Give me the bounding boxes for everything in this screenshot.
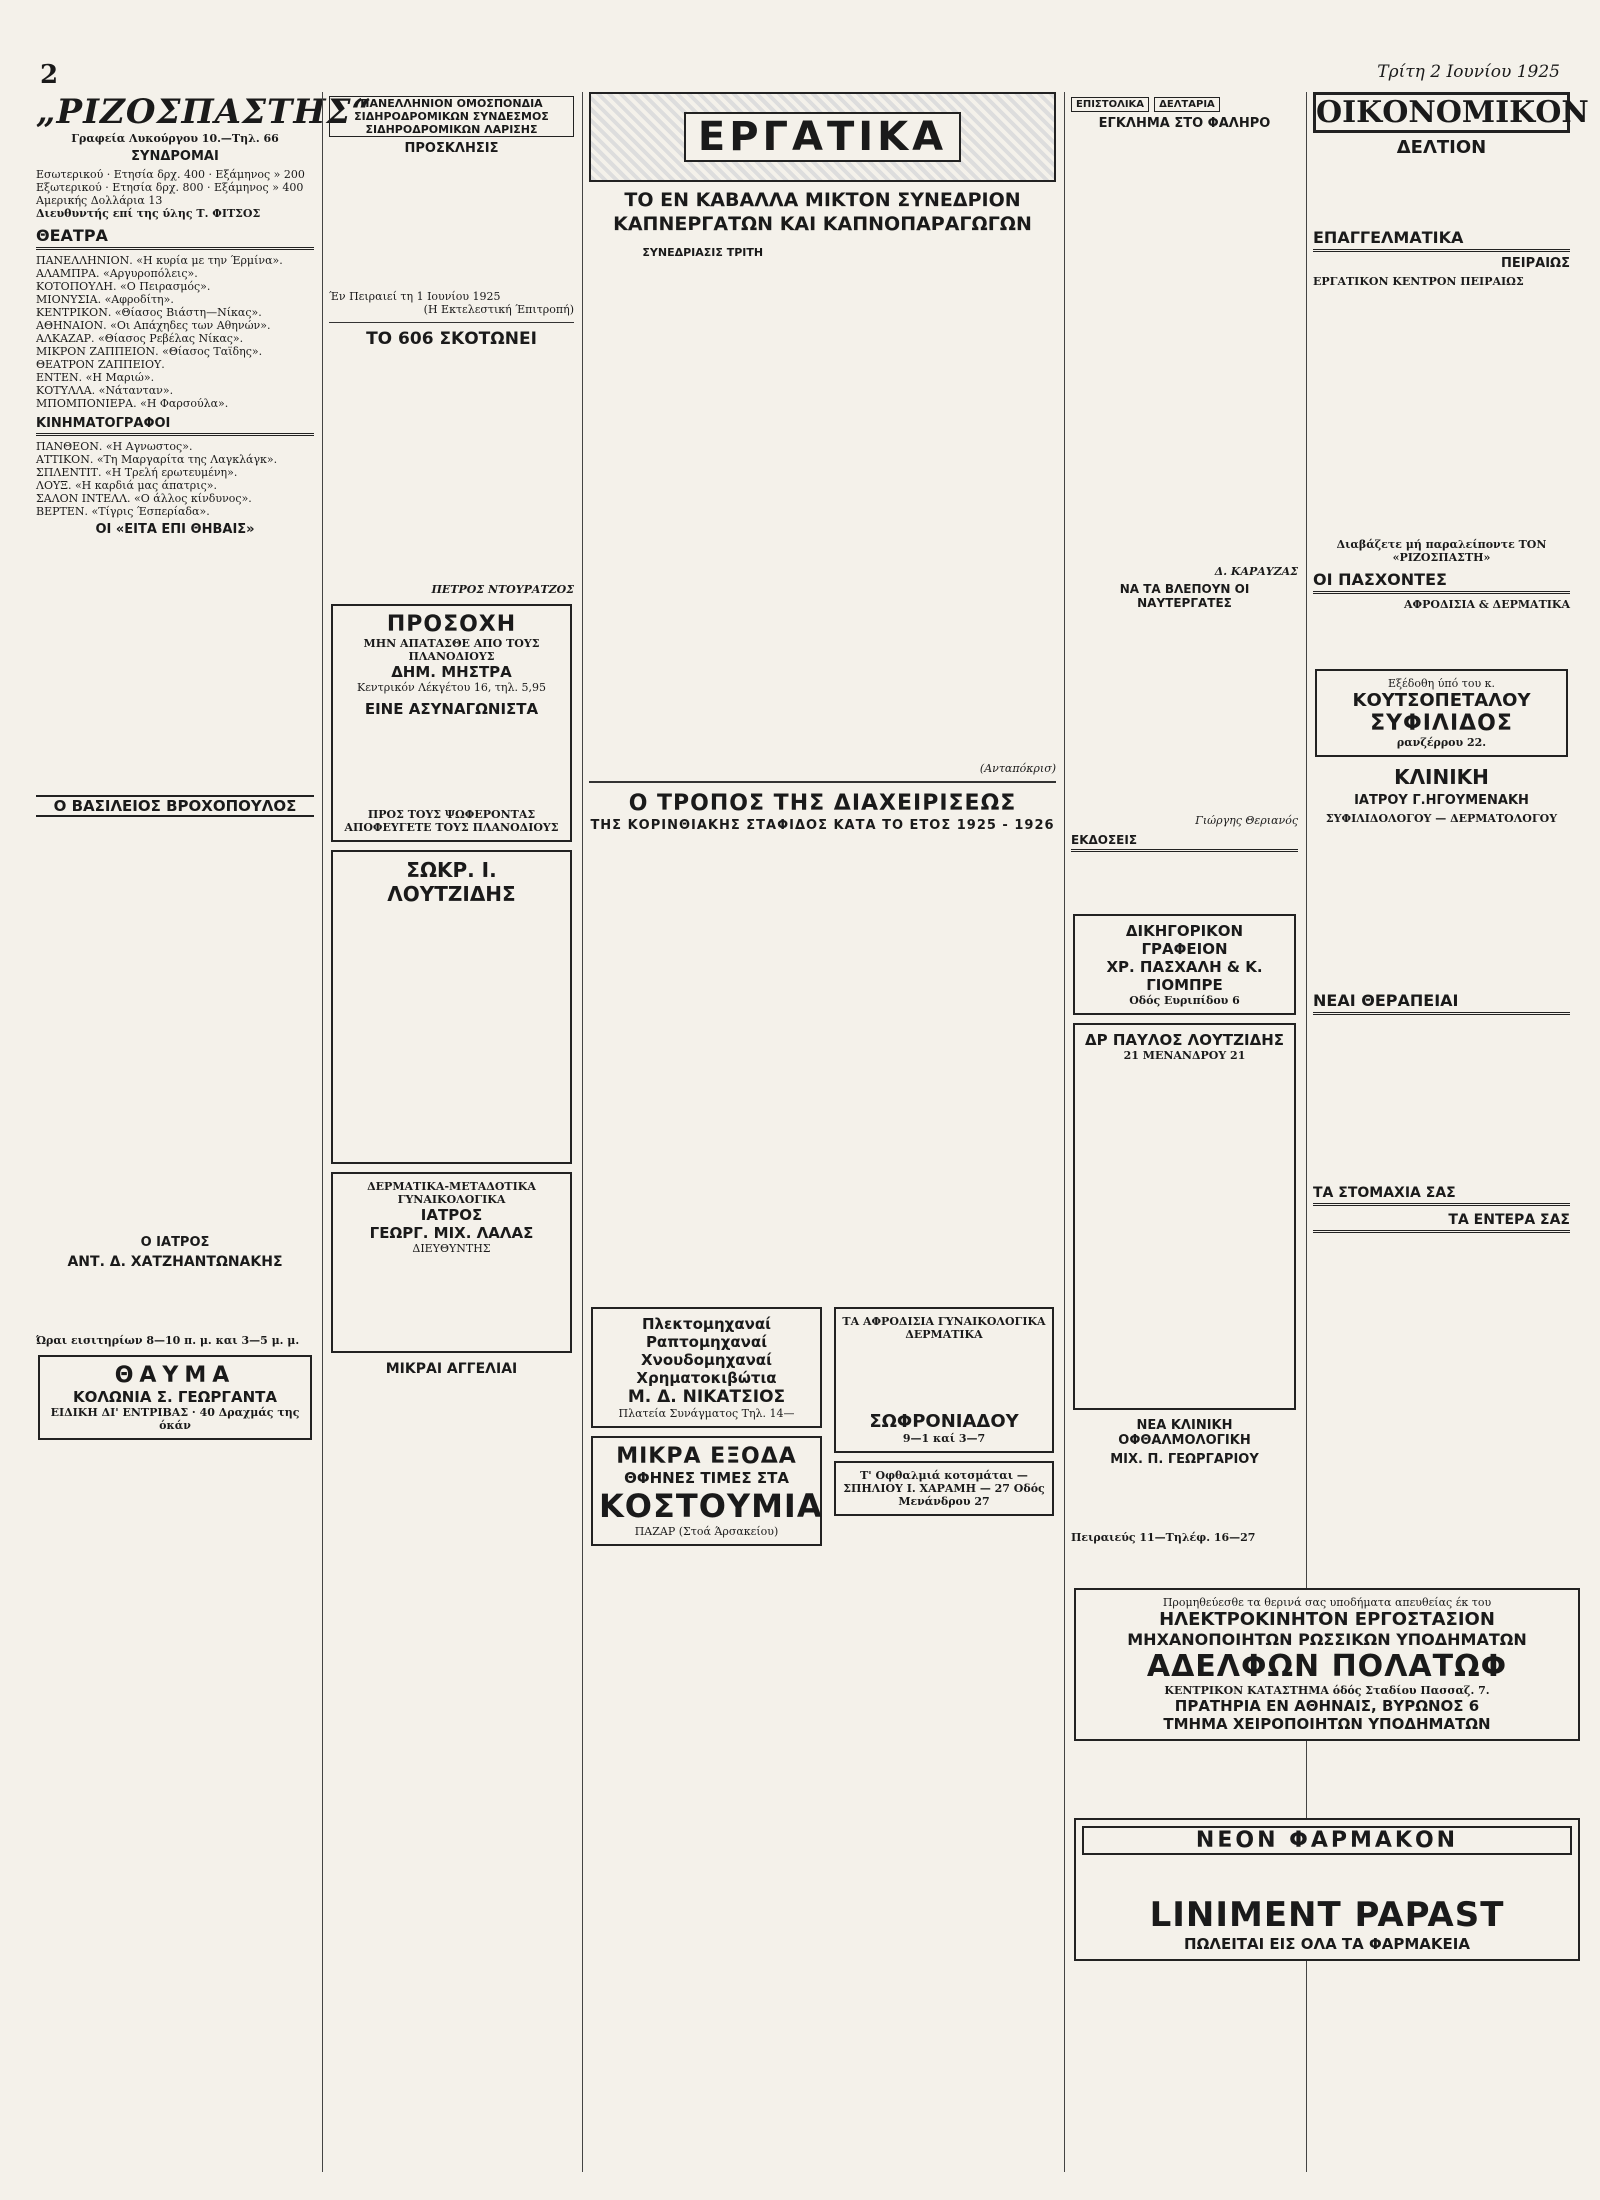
theatre-item: ΘΕΑΤΡΟΝ ΖΑΠΠΕΙΟΥ. (36, 358, 165, 371)
story-body-placeholder (36, 541, 314, 791)
article-heading: ΤΟ 606 ΣΚΟΤΩΝΕΙ (366, 329, 537, 349)
ad-dr-loutzidis (1073, 1023, 1296, 1410)
ad-koutsopetalou-name: ΚΟΥΤΣΟΠΕΤΑΛΟΥ (1352, 690, 1531, 711)
ad-lalas-name: ΓΕΩΡΓ. ΜΙΧ. ΛΑΛΑΣ (369, 1224, 534, 1242)
theatre-item: ΚΟΤΥΛΛΑ. «Νάτανταν». (36, 384, 174, 397)
piraeus-heading: ΠΕΙΡΑΙΩΣ (1501, 256, 1570, 271)
cinema-item: ΠΑΝΘΕΟΝ. «Η Αγνωστος». (36, 440, 193, 453)
new-therapies-body-placeholder (1313, 1019, 1570, 1179)
union-body-placeholder (329, 160, 574, 290)
ad-thavma-sub: ΚΟΛΩΝΙΑ Σ. ΓΕΩΡΓΑΝΤΑ (73, 1388, 277, 1406)
theatre-item: ΚΟΤΟΠΟΥΛΗ. «Ο Πειρασμός». (36, 280, 211, 293)
ad-nikatsios-line: Πλεκτομηχαναί (642, 1315, 771, 1333)
page-number: 2 (40, 60, 59, 90)
dr-loutzidis-address: 21 ΜΕΝΑΝΔΡΟΥ 21 (1123, 1049, 1246, 1062)
ad-polatof (1074, 1588, 1580, 1741)
ad-loutzidis (331, 850, 572, 1164)
classifieds-heading: ΜΙΚΡΑΙ ΑΓΓΕΛΙΑΙ (385, 1361, 518, 1377)
ad-kostoumia-heading: ΜΙΚΡΑ ΕΞΟΔΑ (616, 1444, 797, 1469)
ad-charami (834, 1461, 1054, 1516)
dr-loutzidis-body-placeholder (1081, 1062, 1288, 1402)
ad-polatof-line2: ΗΛΕΚΤΡΟΚΙΝΗΤΟΝ ΕΡΓΟΣΤΑΣΙΟΝ (1159, 1609, 1495, 1630)
ad-liniment-name: LINIMENT PAPAST (1149, 1895, 1505, 1935)
ad-loutzidis-body-placeholder (339, 906, 564, 1156)
ad-liniment-footer: ΠΩΛΕΙΤΑΙ ΕΙΣ ΟΛΑ ΤΑ ΦΑΡΜΑΚΕΙΑ (1184, 1935, 1470, 1953)
ad-nikatsios-line: Χνουδομηχαναί (641, 1351, 772, 1369)
ad-nikatsios-address: Πλατεία Συνάγματος Τηλ. 14— (618, 1407, 795, 1420)
feature-body-placeholder (36, 821, 314, 1231)
ad-prosoxi-sub: ΜΗΝ ΑΠΑΤΑΣΘΕ ΑΠΟ ΤΟΥΣ ΠΛΑΝΟΔΙΟΥΣ (363, 637, 540, 663)
bowel-heading: ΤΑ ΕΝΤΕΡΑ ΣΑΣ (1313, 1212, 1570, 1233)
ad-prosoxi-heading: ΠΡΟΣΟΧΗ (386, 612, 517, 637)
cinema-item: ΛΟΥΞ. «Η καρδιά μας άπατρις». (36, 479, 217, 492)
ad-prosoxi-footer: ΠΡΟΣ ΤΟΥΣ ΨΩΦΕΡΟΝΤΑΣ ΑΠΟΦΕΥΓΕΤΕ ΤΟΥΣ ΠΛΑΝΟΔΙΟΥΣ (344, 808, 559, 834)
main-article-placeholder (589, 242, 1056, 762)
theatre-item: ΑΛΚΑΖΑΡ. «Θίασος Ρεβέλας Νίκας». (36, 332, 244, 345)
theatre-item: ΜΙΚΡΟΝ ΖΑΠΠΕΙΟΝ. «Θίασος Ταϊδης». (36, 345, 263, 358)
ad-thavma (38, 1355, 312, 1440)
ad-polatof-line1: Προμηθεύεσθε τα θερινά σας υποδήματα απευθείας έκ του (1162, 1596, 1492, 1609)
letter2-body-placeholder (1071, 614, 1298, 814)
subscription-line: Εσωτερικού · Ετησία δρχ. 400 · Εξάμηνος » 200 (36, 168, 305, 181)
ad-loutzidis-name: ΣΩΚΡ. Ι. ΛΟΥΤΖΙΔΗΣ (387, 858, 516, 906)
main-headline: ΤΟ ΕΝ ΚΑΒΑΛΛΑ ΜΙΚΤΟΝ ΣΥΝΕΔΡΙΟΝ ΚΑΠΝΕΡΓΑΤΩΝ ΚΑΙ ΚΑΠΝΟΠΑΡΑΓΩΓΩΝ (613, 189, 1032, 235)
ad-prosoxi-address: Κεντρικόν Λέκγέτου 16, τηλ. 5,95 (357, 681, 546, 694)
cinema-item: ΣΠΛΕΝΤΙΤ. «Η Τρελή ερωτευμένη». (36, 466, 238, 479)
cinema-item: ΑΤΤΙΚΟΝ. «Τη Μαργαρίτα της Λαγκλάγκ». (36, 453, 278, 466)
subscription-line: Αμερικής Δολλάρια 13 (36, 194, 163, 207)
second-subheadline: ΤΗΣ ΚΟΡΙΝΘΙΑΚΗΣ ΣΤΑΦΙΔΟΣ ΚΑΤΑ ΤΟ ΕΤΟΣ 1925 - 1926 (590, 818, 1055, 833)
sick-body-placeholder (1313, 611, 1570, 661)
ad-law-office (1073, 914, 1296, 1015)
ad-kostoumia-big: ΚΟΣΤΟΥΜΙΑ (599, 1487, 823, 1525)
ad-charami-line: Τ' Οφθαλμιά κοτσμάται — ΣΠΗΛΙΟΥ Ι. ΧΑΡΑΜΗ — 27 Οδός Μενάνδρου 27 (843, 1469, 1045, 1508)
letter2-signature: Γιώργης Θεριανός (1195, 814, 1298, 827)
theatres-heading: ΘΕΑΤΡΑ (36, 226, 314, 250)
theatre-item: ΜΙΟΝΥΣΙΑ. «Αφροδίτη». (36, 293, 174, 306)
doctor-heading: Ο ΙΑΤΡΟΣ (140, 1235, 210, 1250)
main-article-signature: (Ανταπόκρισ) (979, 762, 1056, 775)
ad-sofroniadou (834, 1307, 1054, 1453)
ad-sofroniadou-heading: ΤΑ ΑΦΡΟΔΙΣΙΑ ΓΥΝΑΙΚΟΛΟΓΙΚΑ ΔΕΡΜΑΤΙΚΑ (842, 1315, 1046, 1341)
eye-clinic-heading: ΝΕΑ ΚΛΙΝΙΚΗ ΟΦΘΑΛΜΟΛΟΓΙΚΗ (1118, 1418, 1251, 1448)
ad-prosoxi-body-placeholder (339, 718, 564, 808)
ad-polatof-line3: ΜΗΧΑΝΟΠΟΙΗΤΩΝ ΡΩΣΣΙΚΩΝ ΥΠΟΔΗΜΑΤΩΝ (1127, 1630, 1527, 1649)
sick-subheading: ΑΦΡΟΔΙΣΙΑ & ΔΕΡΜΑΤΙΚΑ (1403, 598, 1570, 611)
feature-heading: Ο ΒΑΣΙΛΕΙΟΣ ΒΡΟΧΟΠΟΥΛΟΣ (36, 795, 314, 817)
ad-kostoumia (591, 1436, 822, 1546)
theatre-item: ΑΛΑΜΠΡΑ. «Αργυροπόλεις». (36, 267, 198, 280)
dateline: Τρίτη 2 Ιουνίου 1925 (1377, 62, 1560, 82)
ad-sofroniadou-name: ΣΩΦΡΟΝΙΑΔΟΥ (869, 1411, 1019, 1432)
eye-clinic-body-placeholder (1071, 1471, 1298, 1531)
ad-liniment-body-placeholder (1082, 1855, 1572, 1895)
union-heading: ΠΑΝΕΛΛΗΝΙΟΝ ΟΜΟΣΠΟΝΔΙΑ ΣΙΔΗΡΟΔΡΟΜΙΚΩΝ ΣΥΝΔΕΣΜΟΣ ΣΙΔΗΡΟΔΡΟΜΙΚΩΝ ΛΑΡΙΣΗΣ (329, 96, 574, 137)
union-date: Έν Πειραιεί τη 1 Ιουνίου 1925 (329, 290, 501, 303)
theatre-item: ΠΑΝΕΛΛΗΝΙΟΝ. «Η κυρία με την Έρμίνα». (36, 254, 283, 267)
theatre-item: ΕΝΤΕΝ. «Η Μαριώ». (36, 371, 155, 384)
professional-body-placeholder (1313, 288, 1570, 538)
stomach-heading: ΤΑ ΣΤΟΜΑΧΙΑ ΣΑΣ (1313, 1185, 1570, 1206)
ad-polatof-line7: ΤΜΗΜΑ ΧΕΙΡΟΠΟΙΗΤΩΝ ΥΠΟΔΗΜΑΤΩΝ (1163, 1715, 1491, 1733)
ad-liniment (1074, 1818, 1580, 1961)
economic-heading: ΟΙΚΟΝΟΜΙΚΟΝ (1313, 92, 1570, 133)
ad-polatof-line4: ΑΔΕΛΦΩΝ ΠΟΛΑΤΩΦ (1146, 1649, 1508, 1684)
section-banner (589, 92, 1056, 182)
session-heading: ΣΥΝΕΔΡΙΑΣΙΣ ΤΡΙΤΗ (642, 246, 764, 259)
story-heading: ΟΙ «ΕΙΤΑ ΕΠΙ ΘΗΒΑΙΣ» (95, 522, 255, 537)
eye-clinic-name: ΜΙΧ. Π. ΓΕΩΡΓΑΡΙΟΥ (1110, 1452, 1259, 1467)
economic-body-placeholder (1313, 162, 1570, 222)
cinema-item: ΒΕΡΤΕΝ. «Τίγρις Έσπερίαδα». (36, 505, 210, 518)
classifieds-body-placeholder (329, 1381, 574, 1461)
ad-lalas-heading: ΔΕΡΜΑΤΙΚΑ-ΜΕΤΑΔΟΤΙΚΑ ΓΥΝΑΙΚΟΛΟΓΙΚΑ (367, 1180, 536, 1206)
subscription-line: Εξωτερικού · Ετησία δρχ. 800 · Εξάμηνος » 400 (36, 181, 304, 194)
ad-polatof-line6: ΠΡΑΤΗΡΙΑ ΕΝ ΑΘΗΝΑΙΣ, ΒΥΡΩΝΟΣ 6 (1174, 1697, 1480, 1715)
eye-clinic-hours: Πειραιεύς 11—Τηλέφ. 16—27 (1071, 1531, 1256, 1544)
ad-lalas-body-placeholder (339, 1255, 564, 1345)
tag-epistolika: ΕΠΙΣΤΟΛΙΚΑ (1071, 97, 1149, 112)
column-1 (30, 92, 373, 2172)
ad-koutsopetalou-big: ΣΥΦΙΛΙΔΟΣ (1370, 711, 1513, 736)
theatre-item: ΚΕΝΤΡΙΚΟΝ. «Θίασος Βιάστη—Νίκας». (36, 306, 262, 319)
law-office-address: Οδός Ευριπίδου 6 (1129, 994, 1240, 1007)
sick-heading: ΟΙ ΠΑΣΧΟΝΤΕΣ (1313, 570, 1570, 594)
ad-koutsopetalou (1315, 669, 1568, 757)
doctor-hours: Ώραι εισιτηρίων 8—10 π. μ. και 3—5 μ. μ. (36, 1334, 300, 1347)
director: Διευθυντής επί της ύλης Τ. ΦΙΤΣΟΣ (36, 207, 261, 220)
masthead: „ΡΙΖΟΣΠΑΣΤΗΣ“ (36, 92, 373, 132)
letter-signature: Δ. ΚΑΡΑΥΖΑΣ (1214, 565, 1298, 578)
law-office-names: ΧΡ. ΠΑΣΧΑΛΗ & Κ. ΓΙΟΜΠΡΕ (1106, 958, 1263, 994)
cinema-item: ΣΑΛΟΝ ΙΝΤΕΛΛ. «Ο άλλος κίνδυνος». (36, 492, 252, 505)
ad-kostoumia-address: ΠΑΖΑΡ (Στοά Άρσακείου) (634, 1525, 779, 1538)
read-notice: Διαβάζετε μή παραλείποντε ΤΟΝ «ΡΙΖΟΣΠΑΣΤΗ» (1336, 538, 1547, 564)
second-headline: Ο ΤΡΟΠΟΣ ΤΗΣ ΔΙΑΧΕΙΡΙΣΕΩΣ (628, 791, 1017, 816)
ad-thavma-line: ΕΙΔΙΚΗ ΔΙ' ΕΝΤΡΙΒΑΣ · 40 Δραχμάς της όκάν (50, 1406, 300, 1432)
new-therapies-heading: ΝΕΑΙ ΘΕΡΑΠΕΙΑΙ (1313, 991, 1570, 1015)
theatre-item: ΜΠΟΜΠΟΝΙΕΡΑ. «Η Φαρσούλα». (36, 397, 229, 410)
law-office-heading: ΔΙΚΗΓΟΡΙΚΟΝ ΓΡΑΦΕΙΟΝ (1125, 922, 1244, 958)
col3-ads-left (589, 1299, 824, 1554)
second-article-placeholder (589, 839, 1056, 1299)
letter-body-placeholder (1071, 135, 1298, 565)
ad-lalas-title: ΔΙΕΥΘΥΝΤΗΣ (412, 1242, 491, 1255)
union-signature: (Η Εκτελεστική Έπιτροπή) (423, 303, 574, 316)
doctor-body-placeholder (36, 1274, 314, 1334)
ad-nikatsios-line: Ραπτομηχαναί (645, 1333, 768, 1351)
bowel-body-placeholder (1313, 1237, 1570, 1357)
article-signature: ΠΕΤΡΟΣ ΝΤΟΥΡΑΤΖΟΣ (431, 583, 574, 596)
subscriptions-heading: ΣΥΝΔΡΟΜΑΙ (131, 149, 219, 164)
column-2 (322, 92, 580, 2172)
letter2-heading: ΝΑ ΤΑ ΒΛΕΠΟΥΝ ΟΙ ΝΑΥΤΕΡΓΑΤΕΣ (1119, 582, 1250, 610)
economic-subheading: ΔΕΛΤΙΟΝ (1396, 137, 1487, 158)
offices: Γραφεία Λυκούργου 10.—Τηλ. 66 (71, 132, 279, 145)
ad-lalas (331, 1172, 572, 1353)
cinemas-heading: ΚΙΝΗΜΑΤΟΓΡΑΦΟΙ (36, 416, 314, 436)
books-body-placeholder (1071, 856, 1298, 906)
ad-prosoxi-name: ΔΗΜ. ΜΗΣΤΡΑ (391, 663, 512, 681)
ad-nikatsios-line: Χρηματοκιβώτια (636, 1369, 777, 1387)
ad-thavma-heading: ΘΑΥΜΑ (114, 1363, 236, 1388)
letter-heading: ΕΓΚΛΗΜΑ ΣΤΟ ΦΑΛΗΡΟ (1098, 116, 1271, 131)
section-tags (1071, 92, 1298, 112)
theatre-item: ΑΘΗΝΑΙΟΝ. «Οι Απάχηδες των Αθηνών». (36, 319, 271, 332)
ad-polatof-line5: ΚΕΝΤΡΙΚΟΝ ΚΑΤΑΣΤΗΜΑ όδός Σταδίου Πασσαζ. 7. (1164, 1684, 1490, 1697)
clinic-subheading: ΣΥΦΙΛΙΔΟΛΟΓΟΥ — ΔΕΡΜΑΤΟΛΟΓΟΥ (1325, 812, 1558, 825)
doctor-name: ΑΝΤ. Δ. ΧΑΤΖΗΑΝΤΩΝΑΚΗΣ (67, 1254, 283, 1270)
ad-nikatsios-name: Μ. Δ. ΝΙΚΑΤΣΙΟΣ (627, 1387, 786, 1407)
ad-sofroniadou-hours: 9—1 καί 3—7 (902, 1432, 986, 1445)
tag-deltaria: ΔΕΛΤΑΡΙΑ (1154, 97, 1220, 112)
ad-prosoxi-slogan: ΕΙΝΕ ΑΣΥΝΑΓΩΝΙΣΤΑ (364, 700, 539, 718)
clinic-name: ΙΑΤΡΟΥ Γ.ΗΓΟΥΜΕΝΑΚΗ (1354, 793, 1529, 808)
ad-nikatsios (591, 1307, 822, 1428)
piraeus-subheading: ΕΡΓΑΤΙΚΟΝ ΚΕΝΤΡΟΝ ΠΕΙΡΑΙΩΣ (1313, 275, 1524, 288)
clinic-body-placeholder (1313, 825, 1570, 985)
union-subheading: ΠΡΟΣΚΛΗΣΙΣ (404, 141, 499, 156)
clinic-heading: ΚΛΙΝΙΚΗ (1394, 765, 1489, 789)
column-3 (582, 92, 1062, 2172)
professional-heading: ΕΠΑΓΓΕΛΜΑΤΙΚΑ (1313, 228, 1570, 252)
ad-kostoumia-sub: ΘΦΗΝΕΣ ΤΙΜΕΣ ΣΤΑ (624, 1469, 789, 1487)
col3-ads (589, 1299, 1056, 1554)
ad-sofroniadou-body-placeholder (842, 1341, 1046, 1411)
col3-ads-right (832, 1299, 1056, 1554)
dr-loutzidis-name: ΔΡ ΠΑΥΛΟΣ ΛΟΥΤΖΙΔΗΣ (1085, 1031, 1284, 1049)
ad-prosoxi (331, 604, 572, 842)
ad-koutsopetalou-footer: ρανζέρρου 22. (1396, 736, 1487, 749)
banner-title: ΕΡΓΑΤΙΚΑ (684, 112, 961, 162)
article-body-placeholder (329, 353, 574, 583)
ad-liniment-heading: ΝΕΟΝ ΦΑΡΜΑΚΟΝ (1082, 1826, 1572, 1855)
ad-lalas-sub: ΙΑΤΡΟΣ (420, 1206, 483, 1224)
ad-koutsopetalou-line: Εξέδοθη ύπό του κ. (1387, 677, 1496, 690)
books-heading: ΕΚΔΟΣΕΙΣ (1071, 833, 1298, 852)
